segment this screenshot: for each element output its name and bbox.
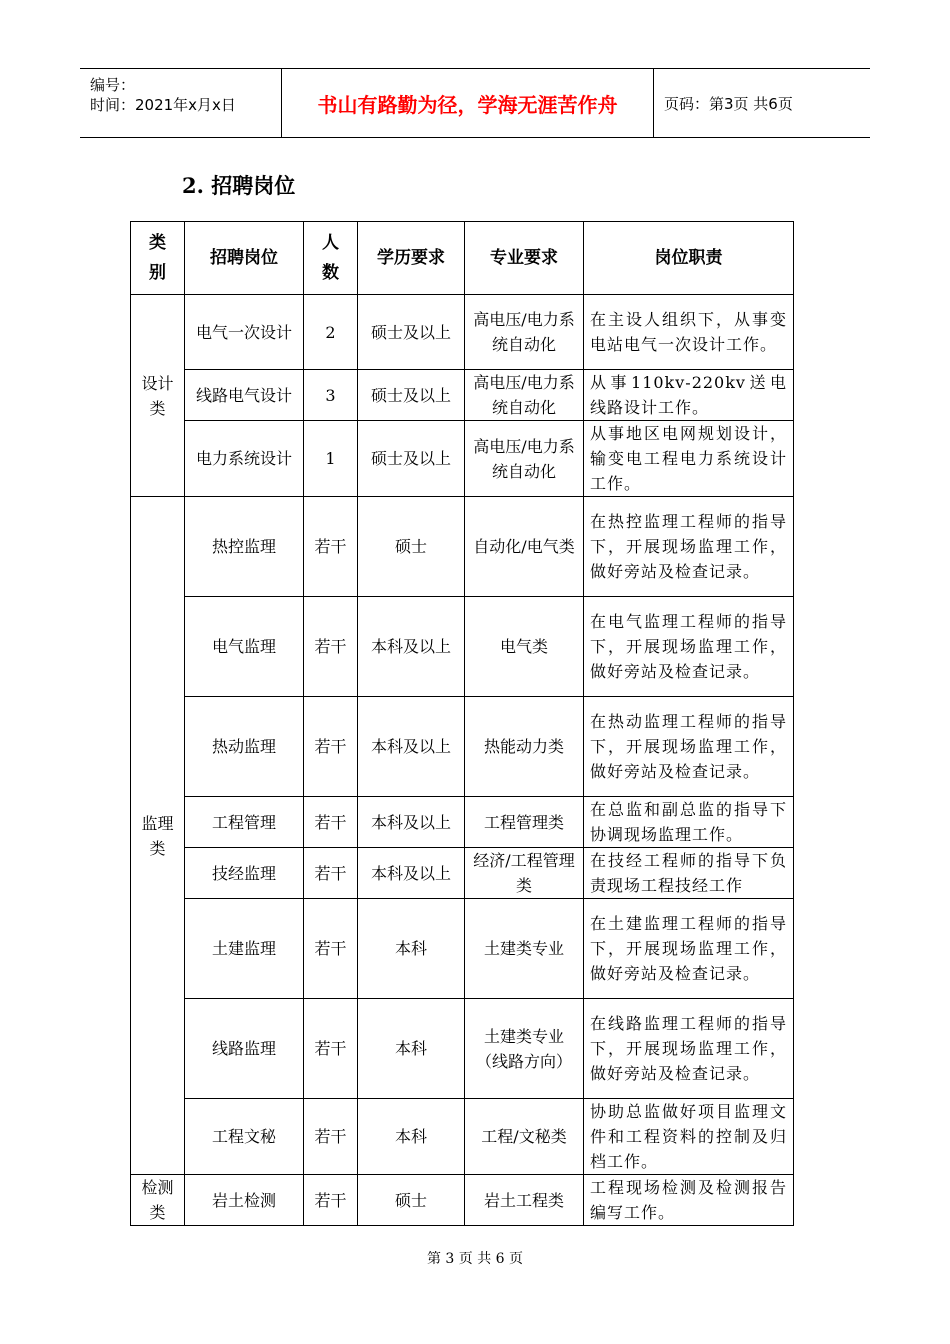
- major-cell: 高电压/电力系统自动化: [465, 295, 584, 370]
- recruitment-table: [130, 221, 794, 1226]
- duty-cell: 协助总监做好项目监理文件和工程资料的控制及归档工作。: [584, 1099, 794, 1175]
- major-cell: 岩土工程类: [465, 1175, 584, 1226]
- page-header: [80, 68, 870, 138]
- duty-cell: 在电气监理工程师的指导下，开展现场监理工作，做好旁站及检查记录。: [584, 597, 794, 697]
- position-cell: 电气一次设计: [185, 295, 304, 370]
- major-cell: 电气类: [465, 597, 584, 697]
- major-cell: 工程管理类: [465, 797, 584, 848]
- section-title: 2. 招聘岗位: [182, 173, 296, 198]
- table-row: [131, 497, 794, 597]
- count-cell: 若干: [304, 697, 358, 797]
- position-cell: 热控监理: [185, 497, 304, 597]
- education-cell: 硕士及以上: [358, 370, 465, 421]
- document-number-label: 编号：: [90, 76, 136, 94]
- position-cell: 技经监理: [185, 848, 304, 899]
- table-row: [131, 1175, 794, 1226]
- duty-cell: 在主设人组织下，从事变电站电气一次设计工作。: [584, 295, 794, 370]
- education-cell: 本科及以上: [358, 797, 465, 848]
- position-cell: 工程管理: [185, 797, 304, 848]
- table-row: [131, 370, 794, 421]
- table-row: [131, 295, 794, 370]
- page-footer: 第 3 页 共 6 页: [426, 1251, 524, 1267]
- header-category: 类 别: [131, 222, 185, 295]
- education-cell: 硕士及以上: [358, 295, 465, 370]
- header-count: 人 数: [304, 222, 358, 295]
- major-cell: 土建类专业（线路方向）: [465, 999, 584, 1099]
- count-cell: 若干: [304, 1175, 358, 1226]
- count-cell: 若干: [304, 1099, 358, 1175]
- major-cell: 高电压/电力系统自动化: [465, 421, 584, 497]
- duty-cell: 在线路监理工程师的指导下，开展现场监理工作，做好旁站及检查记录。: [584, 999, 794, 1099]
- position-cell: 电气监理: [185, 597, 304, 697]
- duty-cell: 在土建监理工程师的指导下，开展现场监理工作，做好旁站及检查记录。: [584, 899, 794, 999]
- duty-cell: 在技经工程师的指导下负责现场工程技经工作: [584, 848, 794, 899]
- education-cell: 硕士及以上: [358, 421, 465, 497]
- table-row: [131, 797, 794, 848]
- major-cell: 经济/工程管理类: [465, 848, 584, 899]
- count-cell: 3: [304, 370, 358, 421]
- position-cell: 线路电气设计: [185, 370, 304, 421]
- count-cell: 若干: [304, 899, 358, 999]
- count-cell: 2: [304, 295, 358, 370]
- table-header-row: [131, 222, 794, 295]
- count-cell: 若干: [304, 999, 358, 1099]
- major-cell: 土建类专业: [465, 899, 584, 999]
- duty-cell: 在热控监理工程师的指导下，开展现场监理工作，做好旁站及检查记录。: [584, 497, 794, 597]
- table-row: [131, 421, 794, 497]
- education-cell: 本科: [358, 1099, 465, 1175]
- category-cell: 检测类: [131, 1175, 185, 1226]
- duty-cell: 在总监和副总监的指导下协调现场监理工作。: [584, 797, 794, 848]
- count-cell: 若干: [304, 497, 358, 597]
- position-cell: 工程文秘: [185, 1099, 304, 1175]
- header-education: 学历要求: [358, 222, 465, 295]
- header-major: 专业要求: [465, 222, 584, 295]
- major-cell: 自动化/电气类: [465, 497, 584, 597]
- document-time-label: 时间：2021年x月x日: [90, 96, 236, 114]
- education-cell: 本科及以上: [358, 597, 465, 697]
- count-cell: 若干: [304, 848, 358, 899]
- education-cell: 本科及以上: [358, 848, 465, 899]
- category-cell: 设计类: [131, 295, 185, 497]
- table-row: [131, 848, 794, 899]
- position-cell: 线路监理: [185, 999, 304, 1099]
- header-page-info: 页码：第3页 共6页: [664, 94, 793, 113]
- table-row: [131, 597, 794, 697]
- header-motto: 书山有路勤为径，学海无涯苦作舟: [282, 69, 654, 137]
- education-cell: 硕士: [358, 1175, 465, 1226]
- education-cell: 硕士: [358, 497, 465, 597]
- duty-cell: 从事地区电网规划设计，输变电工程电力系统设计工作。: [584, 421, 794, 497]
- duty-cell: 工程现场检测及检测报告编写工作。: [584, 1175, 794, 1226]
- duty-cell: 在热动监理工程师的指导下，开展现场监理工作，做好旁站及检查记录。: [584, 697, 794, 797]
- table-row: [131, 697, 794, 797]
- category-cell: 监理类: [131, 497, 185, 1175]
- count-cell: 若干: [304, 597, 358, 697]
- position-cell: 热动监理: [185, 697, 304, 797]
- table-row: [131, 999, 794, 1099]
- count-cell: 若干: [304, 797, 358, 848]
- major-cell: 工程/文秘类: [465, 1099, 584, 1175]
- position-cell: 电力系统设计: [185, 421, 304, 497]
- count-cell: 1: [304, 421, 358, 497]
- education-cell: 本科及以上: [358, 697, 465, 797]
- education-cell: 本科: [358, 899, 465, 999]
- table-row: [131, 1099, 794, 1175]
- header-position: 招聘岗位: [185, 222, 304, 295]
- table-row: [131, 899, 794, 999]
- education-cell: 本科: [358, 999, 465, 1099]
- header-duty: 岗位职责: [584, 222, 794, 295]
- major-cell: 高电压/电力系统自动化: [465, 370, 584, 421]
- major-cell: 热能动力类: [465, 697, 584, 797]
- position-cell: 土建监理: [185, 899, 304, 999]
- header-meta: [80, 69, 282, 137]
- duty-cell: 从事110kv-220kv送电线路设计工作。: [584, 370, 794, 421]
- position-cell: 岩土检测: [185, 1175, 304, 1226]
